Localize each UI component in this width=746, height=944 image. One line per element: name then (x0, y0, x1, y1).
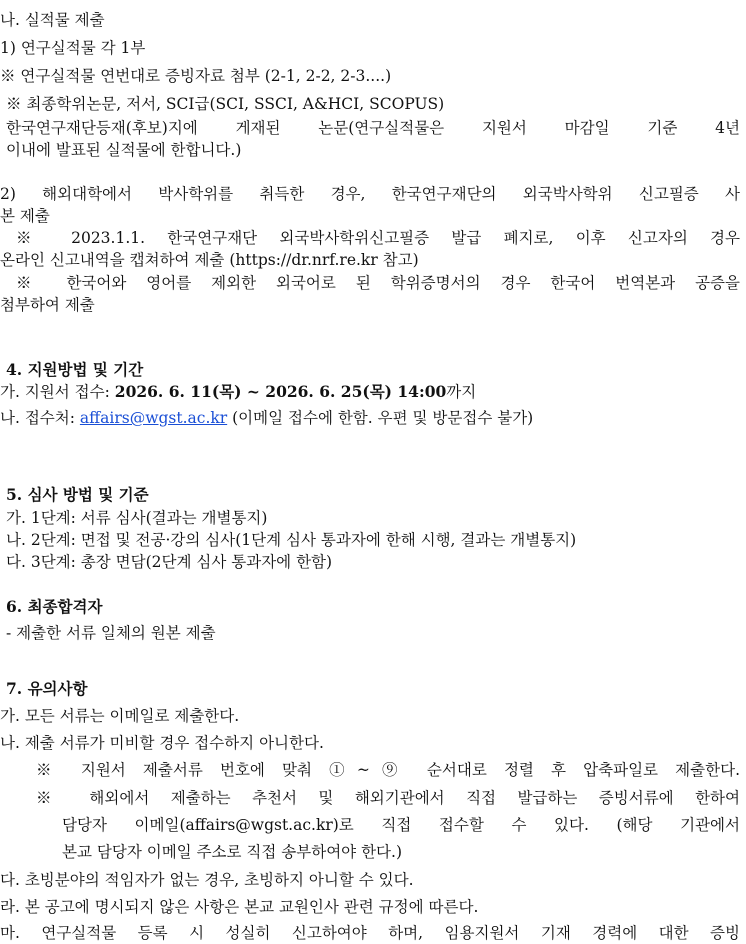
note: ※ 한국어와 영어를 제외한 외국어로 된 학위증명서의 경우 한국어 번역본과 공증을 (16, 274, 740, 292)
list-item: 나. 제출 서류가 미비할 경우 접수하지 아니한다. (0, 734, 324, 752)
section-heading-7: 7. 유의사항 (6, 679, 88, 698)
note: ※ 최종학위논문, 저서, SCI급(SCI, SSCI, A&HCI, SCOPUS) (6, 95, 445, 113)
list-item: 다. 초빙분야의 적임자가 없는 경우, 초빙하지 아니할 수 있다. (0, 871, 414, 889)
list-item: 라. 본 공고에 명시되지 않은 사항은 본교 교원인사 관련 규정에 따른다. (0, 898, 479, 916)
list-item: 나. 접수처: affairs@wgst.ac.kr (이메일 접수에 한함. 우편 및 방문접수 불가) (0, 409, 534, 427)
note: ※ 지원서 제출서류 번호에 맞춰 ①~⑨ 순서대로 정렬 후 압축파일로 제출한다. (36, 761, 740, 779)
note: ※ 연구실적물 연번대로 증빙자료 첨부 (2-1, 2-2, 2-3....) (0, 67, 392, 85)
paragraph-line: 본 제출 (0, 207, 50, 225)
section-heading-6: 6. 최종합격자 (6, 597, 103, 616)
note: ※ 2023.1.1. 한국연구재단 외국박사학위신고필증 발급 폐지로, 이후 신고자의 경우 (16, 229, 740, 247)
list-item: 가. 모든 서류는 이메일로 제출한다. (0, 707, 240, 725)
list-item: 가. 1단계: 서류 심사(결과는 개별통지) (6, 509, 268, 527)
item-2: 2) 해외대학에서 박사학위를 취득한 경우, 한국연구재단의 외국박사학위 신고필증 사 (0, 185, 740, 203)
list-item: 다. 3단계: 총장 면담(2단계 심사 통과자에 한함) (6, 553, 333, 571)
paragraph-line: 온라인 신고내역을 캡쳐하여 제출 (https://dr.nrf.re.kr 참고) (0, 251, 419, 269)
note: ※ 해외에서 제출하는 추천서 및 해외기관에서 직접 발급하는 증빙서류에 한하여 (36, 789, 740, 807)
list-item: 마. 연구실적물 등록 시 성실히 신고하여야 하며, 임용지원서 기재 경력에 대한 증빙 (0, 924, 740, 942)
list-item: 가. 지원서 접수: 2026. 6. 11(목) ~ 2026. 6. 25(목) 14:00까지 (0, 382, 477, 401)
paragraph-line: 첨부하여 제출 (0, 296, 95, 314)
sub-heading-b: 나. 실적물 제출 (0, 11, 105, 29)
paragraph-line: 본교 담당자 이메일 주소로 직접 송부하여야 한다.) (62, 843, 402, 861)
item-1: 1) 연구실적물 각 1부 (0, 39, 146, 57)
list-item: - 제출한 서류 일체의 원본 제출 (6, 624, 216, 642)
section-heading-4: 4. 지원방법 및 기간 (6, 360, 144, 379)
list-item: 나. 2단계: 면접 및 전공·강의 심사(1단계 심사 통과자에 한해 시행, 결과는 개별통지) (6, 531, 577, 549)
paragraph-line: 담당자 이메일(affairs@wgst.ac.kr)로 직접 접수할 수 있다. (해당 기관에서 (62, 816, 740, 834)
paragraph-line: 한국연구재단등재(후보)지에 게재된 논문(연구실적물은 지원서 마감일 기준 4년 (6, 119, 740, 137)
paragraph-line: 이내에 발표된 실적물에 한합니다.) (6, 141, 242, 159)
email-link[interactable]: affairs@wgst.ac.kr (79, 409, 228, 427)
section-heading-5: 5. 심사 방법 및 기준 (6, 485, 149, 504)
